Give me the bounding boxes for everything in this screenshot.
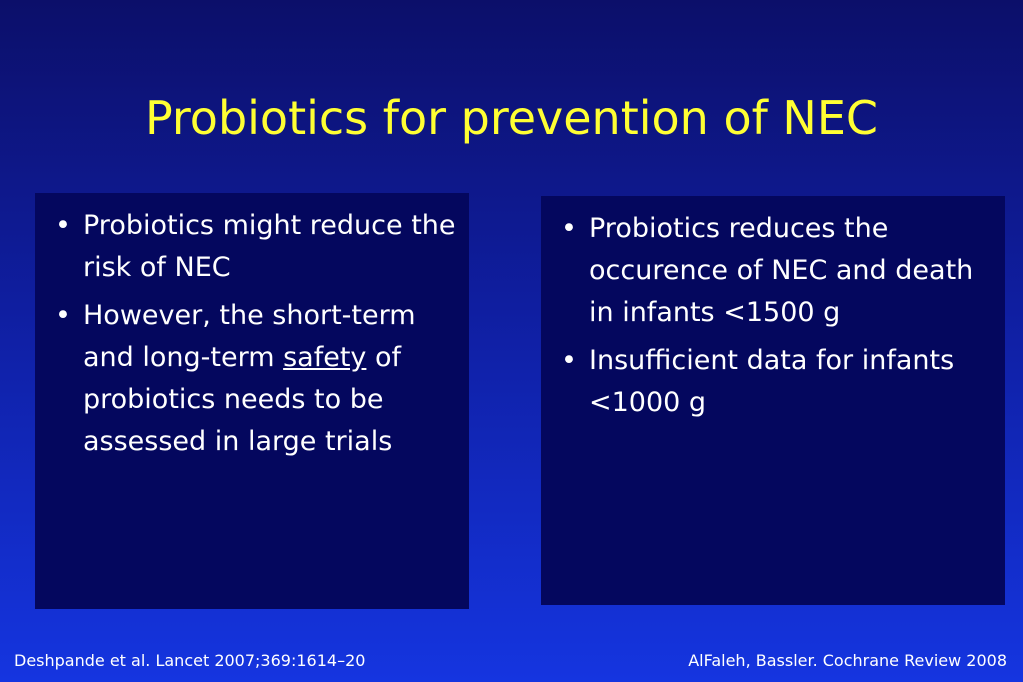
left-bullet-item-2 [49, 295, 461, 463]
bullet-dot-icon: • [561, 213, 577, 244]
safety-underlined-word: safety [283, 342, 367, 373]
citation-left: Deshpande et al. Lancet 2007;369:1614–20 [14, 651, 366, 670]
left-bullet-item-1 [49, 205, 461, 289]
bullet-dot-icon: • [561, 345, 577, 376]
bullet-dot-icon: • [55, 300, 71, 331]
right-bullet-1-text: Probiotics reduces the occurence of NEC and death in infants <1500 g [589, 213, 974, 328]
right-bullet-item-1 [555, 208, 997, 334]
left-bullet-list [49, 205, 461, 469]
right-bullet-2-text: Insufficient data for infants <1000 g [589, 345, 955, 418]
right-bullet-list [555, 208, 997, 430]
right-text-panel [541, 196, 1005, 605]
left-bullet-2-text-start: However, the short-term and long-term [83, 300, 416, 373]
bullet-dot-icon: • [55, 210, 71, 241]
left-bullet-1-text: Probiotics might reduce the risk of NEC [83, 210, 456, 283]
citation-right: AlFaleh, Bassler. Cochrane Review 2008 [688, 651, 1007, 670]
slide-title: Probiotics for prevention of NEC [144, 91, 879, 145]
right-bullet-item-2 [555, 340, 997, 424]
left-text-panel [35, 193, 469, 609]
left-bullet-2-text-end: of probiotics needs to be assessed in large trials [83, 342, 402, 457]
